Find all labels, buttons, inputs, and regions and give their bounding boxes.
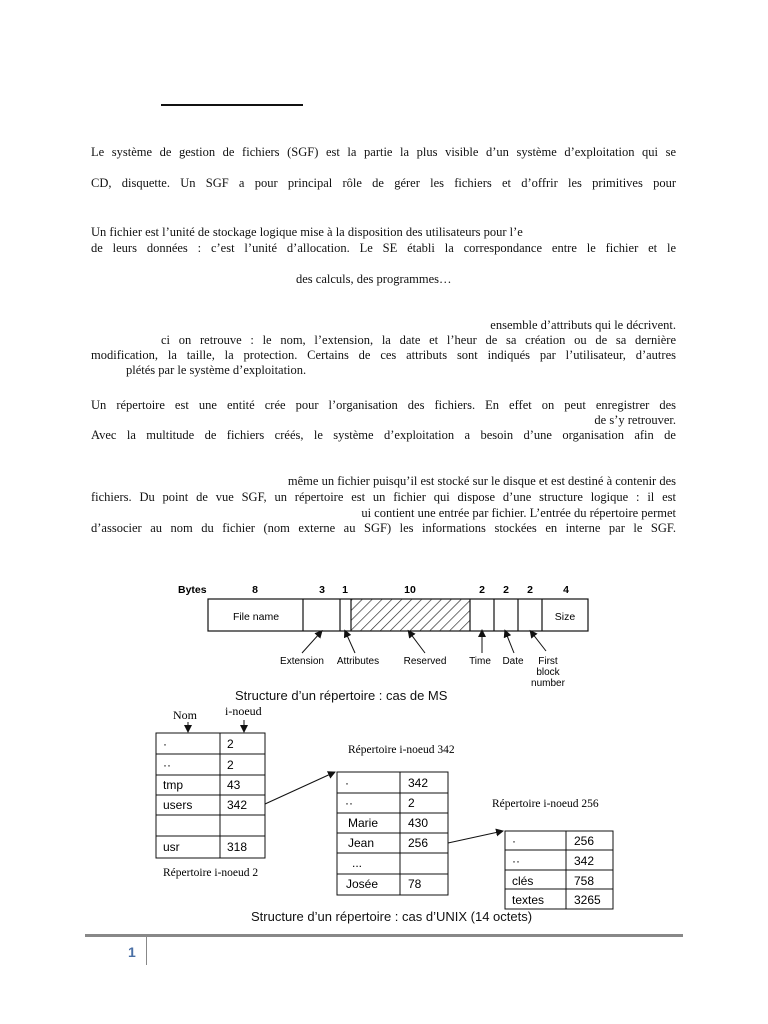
dir3-inode-1: 342	[574, 854, 595, 868]
dir1-name-0: ·	[163, 737, 167, 751]
dir-inoeud-256	[492, 798, 613, 909]
dir3-name-3: textes	[512, 893, 545, 907]
time-label: Time	[469, 656, 491, 667]
unix-figure-caption: Structure d’un répertoire : cas d’UNIX (14 octets)	[251, 909, 533, 924]
paragraph-5-line-4: d’associer au nom du fichier (nom externe au SGF) les informations stockées en interne par le SGF.	[91, 521, 676, 535]
dir1-inode-3: 342	[227, 798, 248, 812]
dir3-inode-2: 758	[574, 874, 595, 888]
paragraph-4-line-3: Avec la multitude de fichiers créés, le système d’exploitation a besoin d’une organisation afin de	[91, 428, 676, 442]
paragraph-1-line-2: CD, disquette. Un SGF a pour principal rôle de gérer les fichiers et d’offrir les primitives pour	[91, 176, 676, 190]
paragraph-2-line-2: de leurs données : c’est l’unité d’allocation. Le SE établi la correspondance entre le fichier et le	[91, 241, 676, 255]
size-2a: 2	[479, 584, 485, 596]
ms-directory-entry-figure	[0, 575, 768, 695]
dir2-caption: Répertoire i-noeud 342	[348, 744, 455, 756]
first-block-label-3: number	[531, 678, 565, 689]
date-label: Date	[502, 656, 524, 667]
heading-underline	[161, 104, 303, 106]
paragraph-5-line-3: ui contient une entrée par fichier. L’entrée du répertoire permet	[361, 506, 676, 520]
nom-label: Nom	[173, 708, 197, 722]
paragraph-2-line-3: des calculs, des programmes…	[296, 272, 452, 286]
size-2b: 2	[503, 584, 509, 596]
dir2-name-4: ...	[352, 856, 363, 870]
paragraph-2-line-1: Un fichier est l’unité de stockage logique mise à la disposition des utilisateurs pour l’e	[91, 225, 523, 239]
extension-label: Extension	[280, 656, 324, 667]
dir3-name-0: ·	[512, 834, 516, 848]
dir2-inode-5: 78	[408, 877, 422, 891]
dir1-inode-5: 318	[227, 840, 248, 854]
paragraph-3-line-3: modification, la taille, la protection. Certains de ces attributs sont indiqués par l’utilisateur, d’autres	[91, 348, 676, 362]
size-10: 10	[404, 584, 416, 596]
size-4: 4	[563, 584, 569, 596]
dir3-caption: Répertoire i-noeud 256	[492, 798, 599, 810]
paragraph-5-line-1: même un fichier puisqu’il est stocké sur le disque et est destiné à contenir des	[287, 474, 676, 488]
unix-directory-figure	[0, 700, 768, 915]
dir-inoeud-2	[156, 733, 265, 879]
dir3-inode-3: 3265	[574, 893, 601, 907]
paragraph-5-line-2: fichiers. Du point de vue SGF, un répertoire est un fichier qui dispose d’une structure logique : il est	[91, 490, 676, 504]
paragraph-3-line-4: plétés par le système d’exploitation.	[126, 363, 307, 377]
paragraph-3-line-1: ensemble d’attributs qui le décrivent.	[490, 318, 676, 332]
paragraph-3-line-2: ci on retrouve : le nom, l’extension, la date et l’heur de sa création ou de sa dernière	[161, 333, 676, 347]
size-field: Size	[554, 611, 576, 623]
dir3-inode-0: 256	[574, 834, 595, 848]
dir2-inode-1: 2	[408, 796, 415, 810]
dir1-inode-0: 2	[227, 737, 234, 751]
dir1-name-2: tmp	[163, 778, 184, 792]
dir2-inode-3: 256	[408, 836, 429, 850]
dir1-name-1: ··	[163, 758, 171, 772]
paragraph-1-line-1: Le système de gestion de fichiers (SGF) est la partie la plus visible d’un système d’exploitation qui se	[91, 145, 676, 159]
dir3-name-2: clés	[512, 874, 534, 888]
dir1-name-3: users	[163, 798, 193, 812]
ms-figure-caption: Structure d’un répertoire : cas de MS	[235, 688, 448, 703]
dir1-inode-1: 2	[227, 758, 234, 772]
paragraph-4-line-2: de s’y retrouver.	[594, 413, 676, 427]
size-3: 3	[319, 584, 325, 596]
inoeud-label: i-noeud	[225, 704, 262, 718]
bytes-label: Bytes	[178, 584, 207, 596]
dir2-inode-0: 342	[408, 776, 429, 790]
dir2-name-1: ··	[345, 796, 353, 810]
reserved-label: Reserved	[403, 656, 447, 667]
dir1-name-5: usr	[163, 840, 180, 854]
size-8: 8	[252, 584, 258, 596]
first-block-label-2: block	[536, 667, 560, 678]
dir2-name-3: Jean	[348, 836, 375, 850]
dir2-name-5: Josée	[346, 877, 379, 891]
footer-separator	[146, 937, 147, 965]
paragraph-4-line-1: Un répertoire est une entité crée pour l’organisation des fichiers. En effet on peut enregistrer des	[91, 398, 676, 412]
dir2-inode-2: 430	[408, 816, 429, 830]
file-name-field: File name	[232, 611, 280, 623]
dir-inoeud-342	[337, 744, 455, 895]
dir2-name-0: ·	[345, 776, 349, 790]
first-block-label-1: First	[538, 656, 558, 667]
dir3-name-1: ··	[512, 854, 520, 868]
page-number: 1	[128, 944, 136, 960]
size-1: 1	[342, 584, 348, 596]
footer-rule	[85, 934, 683, 937]
dir1-caption: Répertoire i-noeud 2	[163, 867, 259, 879]
dir2-name-2: Marie	[348, 816, 379, 830]
dir1-inode-2: 43	[227, 778, 241, 792]
attributes-label: Attributes	[336, 656, 380, 667]
size-2c: 2	[527, 584, 533, 596]
